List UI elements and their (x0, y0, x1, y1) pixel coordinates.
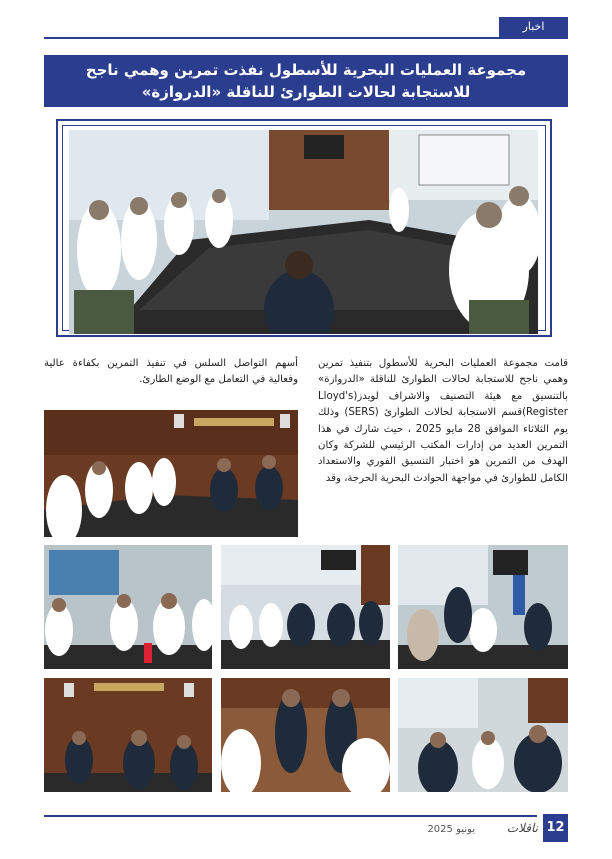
article-body-left: أسهم التواصل السلس في تنفيذ التمرين بكفاءة عالية وفعالية في التعامل مع الوضع الطارئ. (44, 358, 298, 386)
meeting-thumb-1 (44, 545, 212, 669)
meeting-room-photo (44, 410, 298, 537)
article-headline (44, 55, 568, 107)
meeting-thumb-3 (398, 545, 568, 669)
footer-date: يونيو 2025 (427, 824, 475, 835)
meeting-thumb-6 (398, 678, 568, 792)
footer-brand: ناقلات (506, 821, 538, 835)
meeting-thumb-2 (221, 545, 390, 669)
headline-line-1: مجموعة العمليات البحرية للأسطول نفذت تمرين وهمي ناجح (85, 61, 527, 79)
article-body-right: قامت مجموعة العمليات البحرية للأسطول بتنفيذ تمرين وهمي ناجح للاستجابة لحالات الطوارئ للناقلة «الدروازة» بالتنسيق مع هيئة التصنيف والاشراف لويدز(Lloyd's Register)قسم الاستجابة لحالات الطوارئ (SERS) وذلك يوم الثلاثاء الموافق 28 مايو 2025 ، حيث شارك في هذا التمرين العديد من إدارات المكتب الرئيسي للشركة وكان الهدف من التمرين هو اختبار التنسيق الفوري والاستعداد الكامل للطوارئ في مواجهة الحوادث البحرية الحرجة، وقد (318, 358, 568, 484)
headline-line-2: للاستجابة لحالات الطوارئ للناقلة «الدروازة» (141, 83, 471, 101)
page-number: 12 (543, 814, 568, 842)
meeting-thumb-4 (44, 678, 212, 792)
section-label: اخبار (499, 17, 568, 37)
section-divider (44, 37, 568, 39)
footer-divider (44, 815, 537, 817)
meeting-thumb-5 (221, 678, 390, 792)
hero-photo (69, 130, 538, 334)
